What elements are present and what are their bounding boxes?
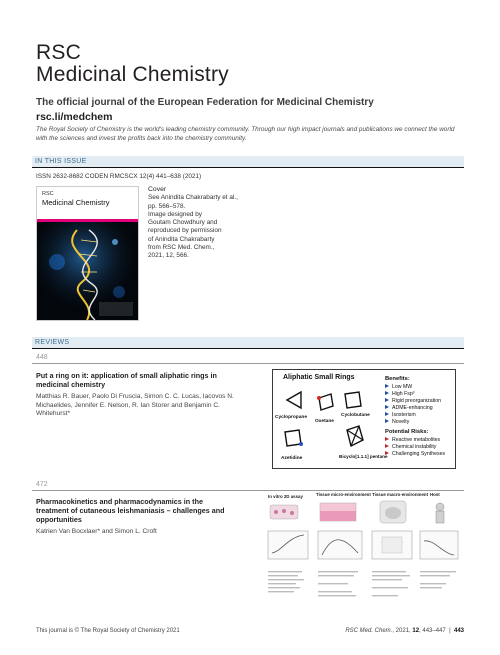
cover-line: See Anindita Chakrabarty et al., bbox=[148, 194, 238, 202]
cover-artwork bbox=[37, 222, 139, 321]
cover-line: reproduced by permission bbox=[148, 227, 222, 235]
cover-journal-label: Medicinal Chemistry bbox=[42, 198, 110, 207]
cover-masthead bbox=[37, 187, 138, 219]
ring-label: Bicyclo[1.1.1] pentane bbox=[339, 454, 388, 459]
article-title[interactable]: Pharmacokinetics and pharmacodynamics in the treatment of cutaneous leishmaniasis – challenges and opportunities bbox=[36, 497, 225, 524]
cover-line: Image designed by bbox=[148, 210, 203, 218]
journal-title-line1: RSC bbox=[36, 41, 81, 64]
issue-identifiers: ISSN 2632-8682 CODEN RMCSCX 12(4) 441–638 (2021) bbox=[36, 173, 202, 180]
section-header-reviews bbox=[32, 337, 464, 349]
benefit-item: High Fsp³ bbox=[392, 391, 415, 397]
toc-graphic-leishmaniasis bbox=[262, 491, 462, 614]
arrow-icon bbox=[385, 444, 389, 448]
column-heading: In vitro 2D assay bbox=[268, 494, 303, 499]
arrow-icon bbox=[385, 419, 389, 423]
arrow-icon bbox=[385, 437, 389, 441]
cover-line: of Anindita Chakrabarty bbox=[148, 235, 215, 243]
ring-label: Cyclobutane bbox=[341, 413, 370, 418]
section-header-in-this-issue bbox=[32, 156, 464, 168]
article-page-number: 448 bbox=[36, 354, 48, 361]
journal-subtitle: The official journal of the European Federation for Medicinal Chemistry bbox=[36, 97, 374, 108]
arrow-icon bbox=[385, 391, 389, 395]
small-rings-graphic bbox=[273, 370, 457, 470]
risk-item: Challenging Syntheses bbox=[392, 451, 446, 457]
cover-credit bbox=[148, 186, 238, 261]
article-title[interactable]: Put a ring on it: application of small aliphatic rings in medicinal chemistry bbox=[36, 371, 217, 389]
section-header-label: REVIEWS bbox=[35, 339, 70, 346]
leishmaniasis-graphic bbox=[262, 491, 462, 614]
footer-pages: , 443–447 bbox=[419, 628, 446, 634]
arrow-icon bbox=[385, 398, 389, 402]
toc-graphic-small-rings bbox=[272, 369, 456, 469]
cover-rsc-label: RSC bbox=[42, 191, 54, 197]
journal-title-line2: Medicinal Chemistry bbox=[36, 63, 229, 86]
rsc-blurb: The Royal Society of Chemistry is the world's leading chemistry community. Through our high impact journals and publications we connect the world with the sciences and invest the profits back into the chemistry community. bbox=[36, 126, 455, 142]
footer-page-number: 443 bbox=[453, 628, 464, 634]
arrow-icon bbox=[385, 384, 389, 388]
footer-journal: RSC Med. Chem. bbox=[345, 628, 393, 634]
ring-label: Azetidine bbox=[281, 456, 303, 461]
journal-title bbox=[36, 42, 229, 86]
cover-line: pp. 566–578. bbox=[148, 202, 186, 210]
arrow-icon bbox=[385, 412, 389, 416]
benefits-heading: Benefits: bbox=[385, 376, 410, 382]
column-heading: Tissue micro-environment bbox=[316, 492, 371, 497]
article-divider bbox=[32, 363, 464, 364]
benefit-item: ADME-enhancing bbox=[392, 405, 433, 411]
cover-line: 2021, 12, 566. bbox=[148, 252, 189, 260]
risks-heading: Potential Risks: bbox=[385, 429, 429, 435]
section-header-label: IN THIS ISSUE bbox=[35, 158, 87, 165]
risk-item: Chemical instability bbox=[392, 444, 437, 450]
rings-heading: Aliphatic Small Rings bbox=[283, 374, 355, 381]
benefit-item: Novelty bbox=[392, 419, 410, 425]
risk-item: Reactive metabolites bbox=[392, 437, 441, 443]
journal-url[interactable]: rsc.li/medchem bbox=[36, 111, 113, 123]
ring-label: Cyclopropane bbox=[275, 415, 307, 420]
footer-volume: 12 bbox=[412, 628, 420, 634]
benefit-item: Low MW bbox=[392, 384, 413, 390]
cover-image bbox=[36, 186, 139, 321]
article-page-number: 472 bbox=[36, 481, 48, 488]
footer-copyright: This journal is © The Royal Society of Chemistry 2021 bbox=[36, 628, 180, 634]
cover-line: from RSC Med. Chem., bbox=[148, 244, 215, 252]
article-authors: Katrien Van Bocxlaer* and Simon L. Croft bbox=[36, 528, 157, 535]
footer-citation: RSC Med. Chem., 2021, 12, 443–447 | 443 bbox=[345, 628, 464, 634]
column-heading: Tissue macro-environment bbox=[372, 492, 429, 497]
arrow-icon bbox=[385, 405, 389, 409]
article-authors: Matthias R. Bauer, Paolo Di Fruscia, Simon C. C. Lucas, Iacovos N. Michaelides, Jennifer E. Nelson, R. Ian Storer and Benjamin C. Whitehurst* bbox=[36, 393, 234, 417]
benefit-item: Isosterism bbox=[392, 412, 416, 418]
benefit-item: Rigid preorganization bbox=[392, 398, 442, 404]
cover-label: Cover bbox=[148, 186, 167, 193]
column-heading: Host bbox=[430, 492, 440, 497]
footer-year: , 2021, bbox=[392, 628, 413, 634]
ring-label: Oxetane bbox=[315, 419, 334, 424]
cover-line: Goutam Chowdhury and bbox=[148, 219, 218, 227]
